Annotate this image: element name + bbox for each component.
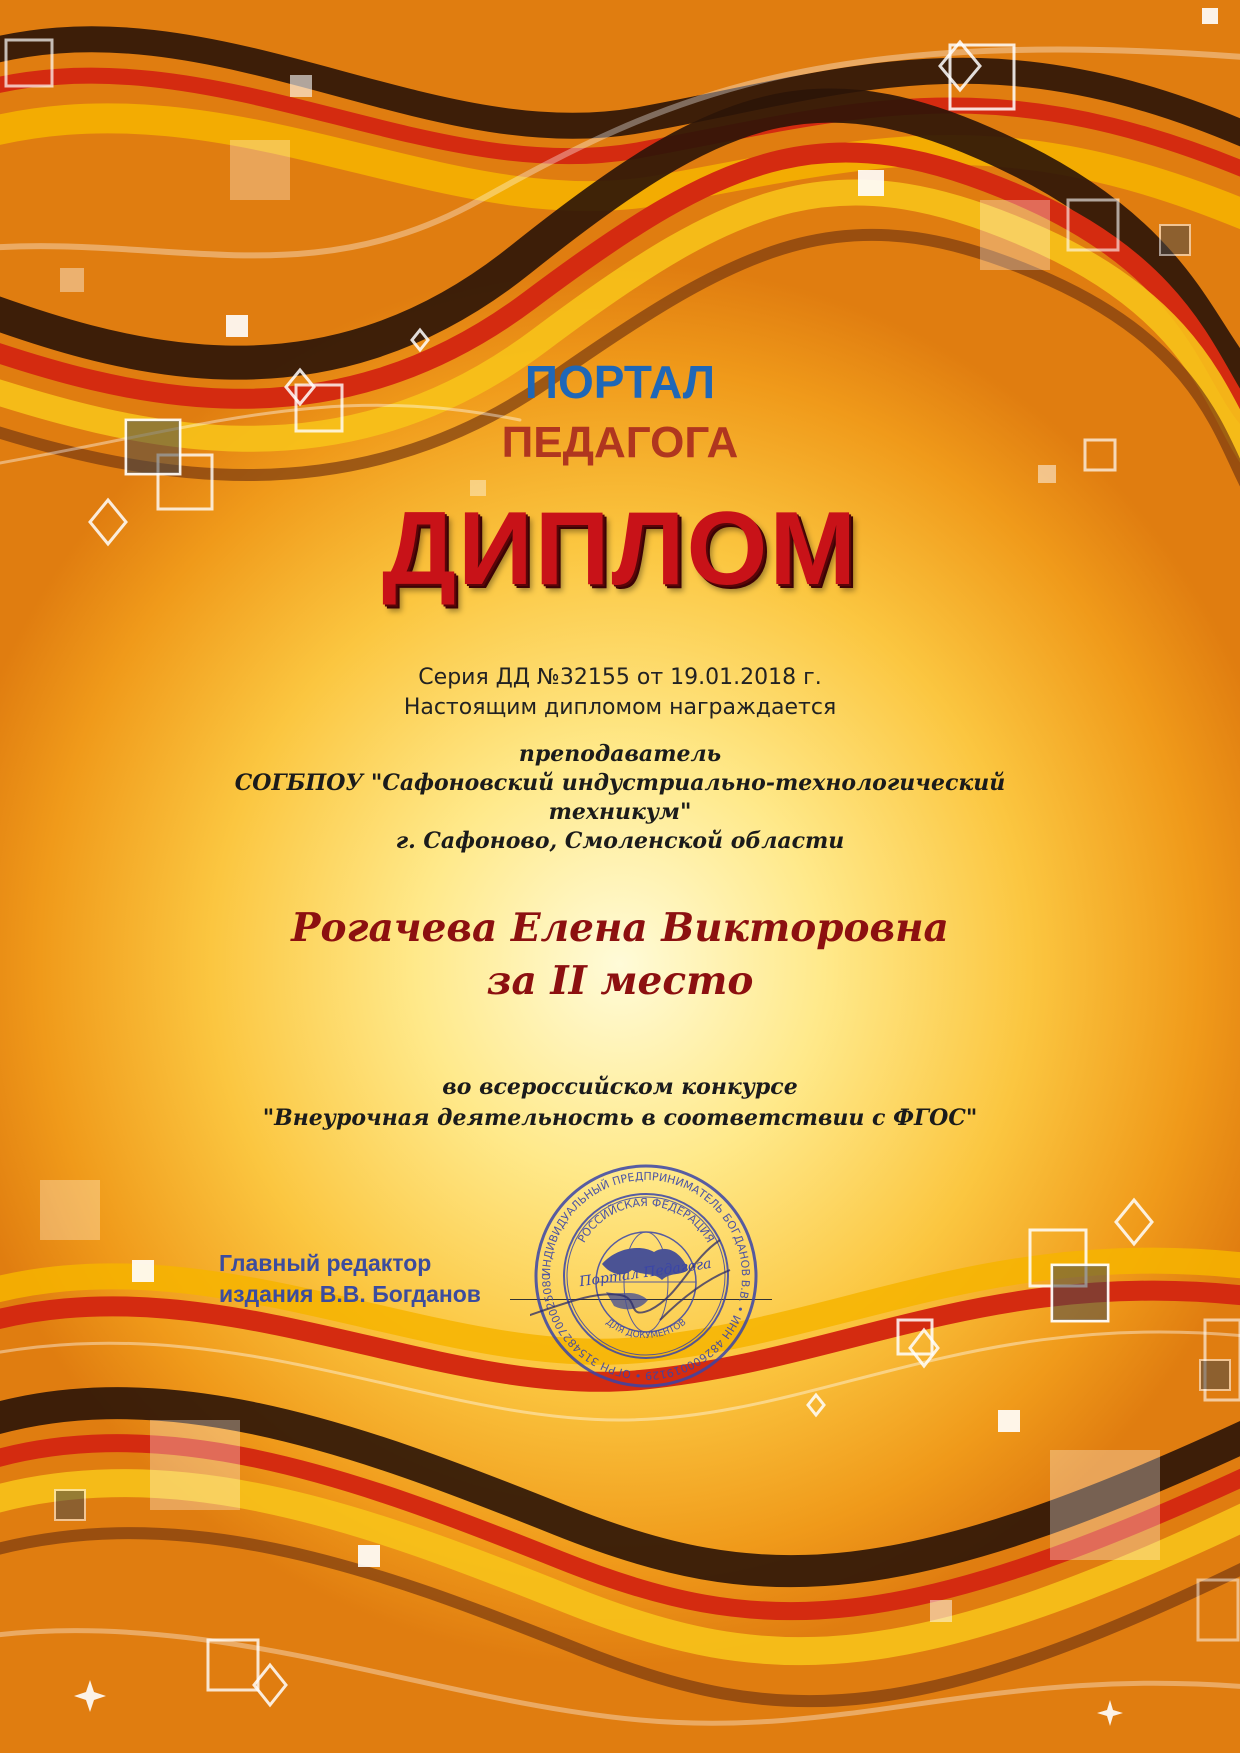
editor-line2: издания В.В. Богданов	[219, 1281, 481, 1307]
award-place: за II место	[486, 958, 754, 1004]
portal-brand-line1: ПОРТАЛ	[524, 356, 716, 408]
chief-editor	[219, 1248, 481, 1310]
stamp-outer-text: ИНДИВИДУАЛЬНЫЙ ПРЕДПРИНИМАТЕЛЬ БОГДАНОВ В.В. • ИНН 482600019129 • ОГРН 315482700025080	[539, 1169, 753, 1383]
recipient-organization	[0, 740, 1240, 856]
stamp-center-text: Портал Педагога	[578, 1255, 713, 1291]
stamp-bottom-text: ДЛЯ ДОКУМЕНТОВ	[603, 1317, 689, 1342]
organization-line2: техникум"	[548, 799, 692, 825]
contest-line1: во всероссийском конкурсе	[442, 1074, 798, 1100]
diploma-title: ДИПЛОМ	[381, 491, 859, 607]
contest-line2: "Внеурочная деятельность в соответствии с ФГОС"	[262, 1105, 978, 1131]
svg-text:ДЛЯ ДОКУМЕНТОВ	[604, 1318, 689, 1342]
stamp-inner-text: РОССИЙСКАЯ ФЕДЕРАЦИЯ	[575, 1195, 717, 1245]
svg-text:РОССИЙСКАЯ ФЕДЕРАЦИЯ	[575, 1196, 716, 1245]
portal-brand-line2: ПЕДАГОГА	[501, 418, 739, 467]
official-stamp	[530, 1160, 762, 1392]
organization-location: г. Сафоново, Смоленской области	[395, 828, 845, 854]
recipient-position: преподаватель	[518, 741, 722, 767]
awarded-text: Настоящим дипломом награждается	[403, 695, 837, 720]
series-number: Серия ДД №32155 от 19.01.2018 г.	[418, 665, 822, 690]
contest-info	[0, 1072, 1240, 1134]
editor-line1: Главный редактор	[219, 1250, 432, 1276]
recipient-name: Рогачева Елена Викторовна	[291, 905, 949, 951]
organization-line1: СОГБПОУ "Сафоновский индустриально-технологический	[234, 770, 1006, 796]
